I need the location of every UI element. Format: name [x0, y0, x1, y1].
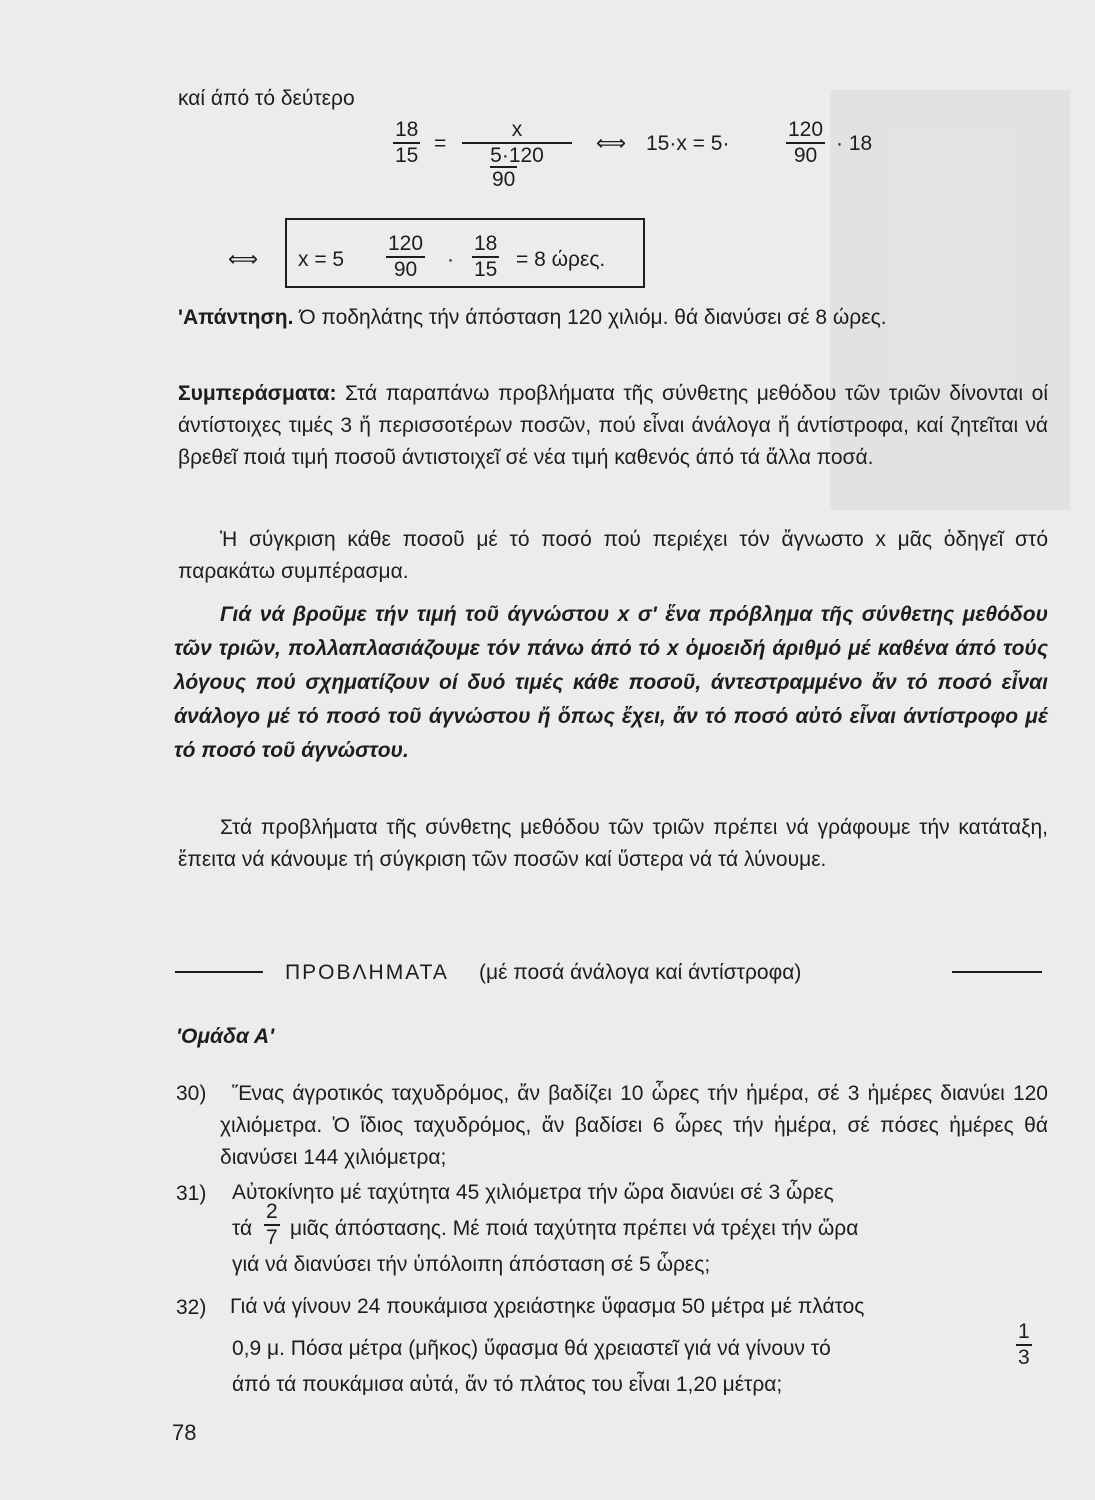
- group-label: 'Ομάδα Α': [176, 1025, 275, 1048]
- eq1-mid-fraction: [462, 118, 572, 168]
- method-paragraph: Στά προβλήματα τῆς σύνθετης μεθόδου τῶν τριῶν πρέπει νά γράφουμε τήν κατάταξη, ἔπειτα νά κάνουμε τή σύγκριση τῶν ποσῶν καί ὕστερα νά τά λύνουμε.: [178, 816, 1048, 871]
- problem-31-fraction: [264, 1200, 280, 1250]
- problem-32-fraction: [1016, 1320, 1032, 1370]
- eq1-mid-den-bottom: 90: [492, 168, 516, 191]
- eq1-lhs-den: 15: [395, 144, 419, 167]
- problem-32-line-2: 0,9 μ. Πόσα μέτρα (μῆκος) ὕφασμα θά χρειαστεῖ γιά νά γίνουν τό: [232, 1337, 831, 1360]
- eq1-arrow: ⟺: [596, 132, 627, 155]
- comparison-paragraph: Ἡ σύγκριση κάθε ποσοῦ μέ τό ποσό πού περιέχει τόν ἄγνωστο x μᾶς ὁδηγεῖ στό παρακάτω συμπέρασμα.: [178, 528, 1048, 583]
- problem-32-line-3: άπό τά πουκάμισα αὐτά, ἄν τό πλάτος του εἶναι 1,20 μέτρα;: [232, 1373, 783, 1396]
- eq2-f1-num: 120: [388, 232, 424, 255]
- problem-31-line-2-post: μιᾶς άπόστασης. Μέ ποιά ταχύτητα πρέπει νά τρέχει τήν ὥρα: [290, 1217, 859, 1240]
- answer-text: Ό ποδηλάτης τήν άπόσταση 120 χιλιόμ. θά διανύσει σέ 8 ώρες.: [299, 306, 887, 329]
- eq1-lhs-fraction: [393, 118, 420, 168]
- intro-text: καί άπό τό δεύτερο: [178, 87, 355, 110]
- eq1-rhs-suffix: · 18: [836, 132, 873, 155]
- problem-31-line-2-pre: τά: [232, 1217, 253, 1240]
- eq2-suffix: = 8 ώρες.: [516, 248, 606, 271]
- eq2-f2-den: 15: [474, 258, 498, 281]
- eq1-lhs-num: 18: [395, 118, 419, 141]
- problem-31-line-1: Αὐτοκίνητο μέ ταχύτητα 45 χιλιόμετρα τήν ὥρα διανύει σέ 3 ὧρες: [232, 1181, 834, 1204]
- problem-32-frac-num: 1: [1018, 1320, 1030, 1343]
- problem-31-number: 31): [176, 1182, 207, 1205]
- problem-31-frac-den: 7: [266, 1226, 278, 1249]
- page-number: 78: [172, 1420, 197, 1445]
- header-rule-left: [175, 971, 263, 973]
- problem-30-text: Ἕνας άγροτικός ταχυδρόμος, ἄν βαδίζει 10 ὧρες τήν ἡμέρα, σέ 3 ἡμέρες διανύει 120 χιλιόμετρα. Ὁ ἴδιος ταχυδρόμος, ἄν βαδίσει 6 ὧρες τήν ἡμέρα, σέ πόσες ἡμέρες θά διανύσει 144 χιλιόμετρα;: [220, 1082, 1048, 1169]
- section-subtitle: (μέ ποσά άνάλογα καί άντίστροφα): [479, 961, 802, 984]
- answer-label: 'Απάντηση.: [178, 306, 294, 329]
- section-title: ΠΡΟΒΛΗΜΑΤΑ: [285, 961, 449, 984]
- conclusions-label: Συμπεράσματα:: [178, 382, 337, 405]
- answer-paragraph: [178, 302, 1048, 334]
- eq2-f2-num: 18: [474, 232, 498, 255]
- eq1-rhs-den: 90: [786, 142, 825, 168]
- eq2-prefix: x = 5: [298, 248, 345, 271]
- eq2-dot: ·: [447, 248, 454, 271]
- eq1-rhs-fraction: [786, 118, 825, 168]
- eq1-mid-den-top: 5·120: [462, 142, 572, 168]
- eq2-f1-den: 90: [386, 256, 425, 282]
- eq2-fraction-2: [472, 232, 499, 282]
- header-rule-right: [952, 971, 1042, 973]
- problem-31-line-3: γιά νά διανύσει τήν ὑπόλοιπη άπόσταση σέ 5 ὧρες;: [232, 1253, 711, 1276]
- eq1-rhs-num: 120: [788, 118, 824, 141]
- problem-30-number: 30): [176, 1082, 207, 1105]
- problem-31-frac-num: 2: [266, 1200, 278, 1223]
- eq1-mid-num: x: [511, 118, 523, 141]
- conclusions-text: Στά παραπάνω προβλήματα τῆς σύνθετης μεθόδου τῶν τριῶν δίνονται οί άντίστοιχες τιμές 3 ἤ περισσοτέρων ποσῶν, πού εἶναι άνάλογα ἤ άντίστροφα, καί ζητεῖται νά βρεθεῖ ποιά τιμή ποσοῦ άντιστοιχεῖ σέ νέα τιμή καθενός άπό τά ἄλλα ποσά.: [178, 382, 1048, 469]
- conclusions-paragraph: [178, 378, 1048, 474]
- eq1-rhs-prefix: 15·x = 5·: [646, 132, 730, 155]
- eq1-mid-subfraction: [490, 166, 517, 192]
- problem-32-line-1: Γιά νά γίνουν 24 πουκάμισα χρειάστηκε ὕφασμα 50 μέτρα μέ πλάτος: [230, 1295, 865, 1318]
- eq2-arrow: ⟺: [228, 248, 259, 271]
- eq1-equals: =: [434, 132, 447, 155]
- eq2-fraction-1: [386, 232, 425, 282]
- rule-paragraph: Γιά νά βροῦμε τήν τιμή τοῦ άγνώστου x σ' ἕνα πρόβλημα τῆς σύνθετης μεθόδου τῶν τριῶν, πολλαπλασιάζουμε τόν πάνω άπό τό x ὁμοειδή άριθμό μέ καθένα άπό τούς λόγους πού σχηματίζουν οί δυό τιμές κάθε ποσοῦ, άντεστραμμένο ἄν τό ποσό εἶναι άνάλογο μέ τό ποσό τοῦ άγνώστου ἤ ὅπως ἔχει, ἄν τό ποσό αὐτό εἶναι άντίστροφο μέ τό ποσό τοῦ άγνώστου.: [174, 603, 1048, 762]
- problem-32-frac-den: 3: [1018, 1346, 1030, 1369]
- problem-32-number: 32): [176, 1296, 207, 1319]
